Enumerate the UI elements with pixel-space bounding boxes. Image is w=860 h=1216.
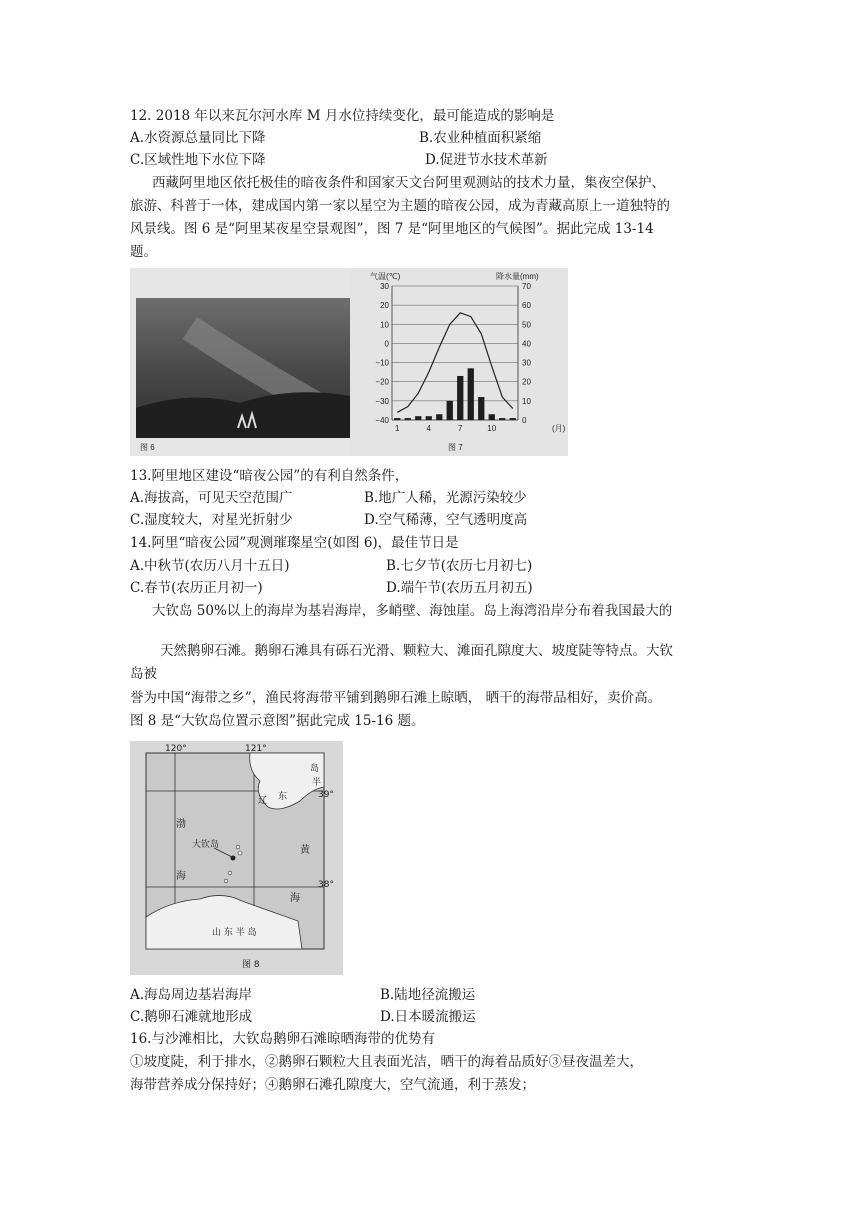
q12-option-a: A.水资源总量同比下降	[130, 130, 266, 146]
precip-axis-label: 降水量(mm)	[496, 272, 539, 281]
lat-label-39: 39°	[318, 790, 334, 800]
temp-tick-label: −30	[375, 396, 389, 406]
precip-bar-month-6	[447, 401, 453, 420]
fig7-caption: 图 7	[448, 443, 463, 452]
passage1-line-4: 题。	[130, 244, 157, 260]
precip-tick-label: 50	[522, 320, 531, 330]
q14-option-a: A.中秋节(农历八月十五日)	[130, 558, 290, 574]
q13-option-b: B.地广人稀，光源污染较少	[364, 490, 527, 506]
fig8-caption: 图 8	[242, 960, 260, 970]
figure-6-7-photo	[130, 268, 568, 456]
lon-label-121: 121°	[245, 744, 267, 754]
night-sky-image	[130, 268, 350, 456]
q14-option-c: C.春节(农历正月初一)	[130, 580, 263, 596]
q16-stem: 16.与沙滩相比，大钦岛鹅卵石滩晾晒海带的优势有	[130, 1031, 435, 1047]
q13-option-c: C.湿度较大，对星光折射少	[130, 512, 293, 528]
q12-option-d: D.促进节水技术革新	[425, 152, 548, 168]
precip-tick-label: 20	[522, 377, 531, 387]
month-tick-label: 4	[426, 424, 431, 433]
q13-stem: 13.阿里地区建设“暗夜公园”的有利自然条件，	[130, 468, 409, 484]
q15-option-d: D.日本暖流搬运	[380, 1009, 476, 1025]
passage2-line-3: 岛被	[130, 666, 157, 682]
passage2-line-1: 大钦岛 50%以上的海岸为基岩海岸，多峭壁、海蚀崖。岛上海湾沿岸分布着我国最大的	[152, 603, 673, 619]
precip-bar-month-3	[415, 416, 421, 420]
temp-tick-label: −40	[375, 416, 389, 425]
precip-bar-month-5	[436, 414, 442, 420]
precip-tick-label: 10	[522, 396, 531, 406]
q15-option-a: A.海岛周边基岩海岸	[130, 987, 253, 1003]
temp-tick-label: 10	[380, 320, 389, 330]
ban-label: 半	[312, 778, 322, 788]
precip-bar-month-12	[510, 418, 516, 420]
precip-bar-month-2	[405, 418, 411, 420]
precip-tick-label: 70	[522, 282, 531, 291]
month-tick-label: 7	[458, 424, 463, 433]
q13-option-a: A.海拔高，可见天空范围广	[130, 490, 293, 506]
q12-option-b: B.农业种植面积紧缩	[419, 130, 542, 146]
q12-stem: 12. 2018 年以来瓦尔河水库 M 月水位持续变化，最可能造成的影响是	[130, 108, 555, 124]
precip-tick-label: 40	[522, 339, 531, 349]
q12-option-c: C.区域性地下水位下降	[130, 152, 266, 168]
precip-bar-month-11	[499, 418, 505, 420]
temp-tick-label: −10	[375, 358, 389, 368]
precip-tick-label: 60	[522, 301, 531, 311]
passage2-line-4: 誉为中国“海带之乡”，渔民将海带平铺到鹅卵石滩上晾晒， 晒干的海带品相好，卖价高。	[130, 690, 662, 706]
month-tick-label: 1	[395, 424, 400, 433]
temp-tick-label: 30	[380, 282, 389, 291]
precip-tick-label: 0	[522, 416, 527, 425]
temp-tick-label: 0	[384, 339, 389, 349]
q14-stem: 14.阿里“暗夜公园”观测璀璨星空(如图 6)，最佳节日是	[130, 535, 459, 551]
climate-chart	[350, 268, 568, 456]
bohai-label-1: 渤	[176, 819, 186, 830]
bohai-label-2: 海	[176, 871, 186, 882]
passage2-line-2: 天然鹅卵石滩。鹅卵石滩具有砾石光滑、颗粒大、滩面孔隙度大、坡度陡等特点。大钦	[160, 643, 673, 659]
huanghai-label-1: 黄	[300, 845, 310, 856]
precip-bar-month-1	[394, 418, 400, 420]
month-tick-label: 10	[487, 424, 497, 433]
q16-line-1: ①坡度陡，利于排水，②鹅卵石颗粒大且表面光洁，晒干的海着品质好③昼夜温差大，	[130, 1054, 643, 1070]
temp-tick-label: 20	[380, 301, 389, 311]
precip-tick-label: 30	[522, 358, 531, 368]
dong-label: 东	[278, 792, 288, 802]
q13-option-d: D.空气稀薄，空气透明度高	[364, 512, 528, 528]
temp-tick-label: −20	[375, 377, 389, 387]
figure-8-map	[130, 741, 343, 975]
q15-option-c: C.鹅卵石滩就地形成	[130, 1009, 253, 1025]
precip-bar-month-4	[426, 416, 432, 420]
precip-bar-month-7	[457, 376, 463, 420]
q15-option-b: B.陆地径流搬运	[380, 987, 476, 1003]
q14-option-d: D.端午节(农历五月初五)	[386, 580, 533, 596]
huanghai-label-2: 海	[290, 893, 300, 904]
shandong-label: 山 东 半 岛	[212, 928, 257, 938]
daqin-island-label: 大钦岛	[192, 840, 220, 850]
q16-line-2: 海带营养成分保持好；④鹅卵石滩孔隙度大，空气流通，利于蒸发；	[130, 1077, 535, 1093]
dao-label: 岛	[310, 764, 320, 774]
precip-bar-month-8	[468, 368, 474, 420]
passage1-line-3: 风景线。图 6 是“阿里某夜星空景观图”，图 7 是“阿里地区的气候图”。据此完成 13-14	[130, 221, 654, 237]
precip-bar-month-9	[478, 397, 484, 420]
precip-bar-month-10	[489, 414, 495, 420]
month-unit-label: (月)	[552, 424, 566, 433]
lat-label-38: 38°	[318, 880, 334, 890]
temp-axis-label: 气温(℃)	[370, 272, 401, 281]
location-map	[130, 741, 343, 975]
passage2-line-5: 图 8 是“大钦岛位置示意图”据此完成 15-16 题。	[130, 713, 425, 729]
liao-label: 辽	[258, 796, 268, 806]
passage1-line-1: 西藏阿里地区依托极佳的暗夜条件和国家天文台阿里观测站的技术力量，集夜空保护、	[152, 175, 665, 191]
q14-option-b: B.七夕节(农历七月初七)	[386, 558, 533, 574]
fig6-caption: 图 6	[140, 443, 155, 452]
lon-label-120: 120°	[165, 744, 187, 754]
passage1-line-2: 旅游、科普于一体，建成国内第一家以星空为主题的暗夜公园，成为青藏高原上一道独特的	[130, 198, 670, 214]
